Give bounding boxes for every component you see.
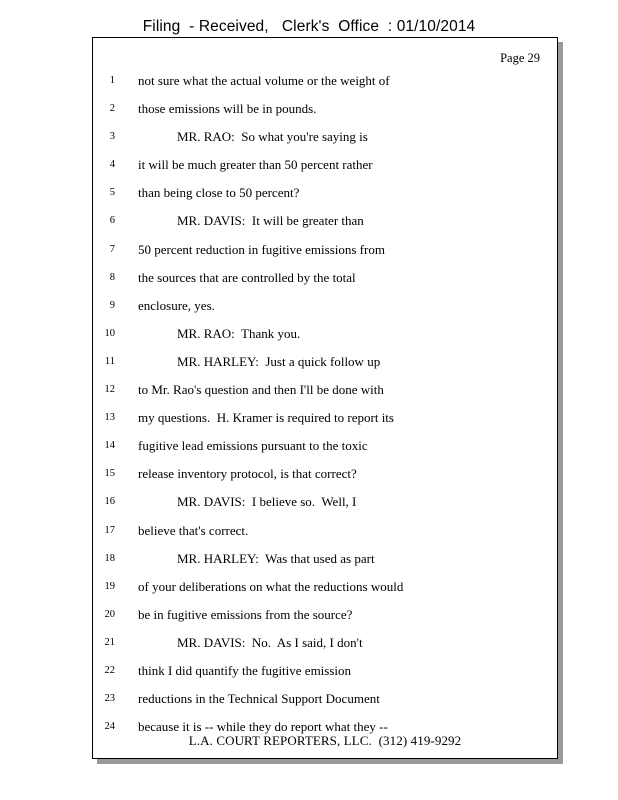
transcript-line bbox=[93, 212, 557, 240]
transcript-line bbox=[93, 184, 557, 212]
line-text: think I did quantify the fugitive emission bbox=[138, 662, 352, 678]
transcript-line bbox=[93, 297, 557, 325]
line-number: 5 bbox=[109, 187, 115, 199]
filing-stamp-header: Filing - Received, Clerk's Office : 01/10/2014 bbox=[142, 18, 476, 35]
line-number: 14 bbox=[104, 440, 115, 452]
line-number: 8 bbox=[109, 271, 115, 283]
transcript-line bbox=[93, 353, 557, 381]
line-text: release inventory protocol, is that correct? bbox=[138, 466, 357, 482]
transcript-line bbox=[93, 606, 557, 634]
line-number: 10 bbox=[104, 327, 115, 339]
transcript-line bbox=[93, 128, 557, 156]
line-number: 18 bbox=[104, 552, 115, 564]
line-number: 11 bbox=[104, 355, 115, 367]
line-number: 19 bbox=[104, 580, 115, 592]
line-text: MR. DAVIS: No. As I said, I don't bbox=[138, 634, 363, 650]
line-text: not sure what the actual volume or the weight of bbox=[138, 73, 390, 88]
transcript-line bbox=[93, 437, 557, 465]
transcript-line bbox=[93, 550, 557, 578]
line-number: 7 bbox=[109, 243, 115, 255]
line-text: MR. RAO: So what you're saying is bbox=[138, 129, 368, 145]
line-text: be in fugitive emissions from the source? bbox=[138, 606, 353, 622]
transcript-line bbox=[93, 578, 557, 606]
transcript-line bbox=[93, 493, 557, 521]
transcript-line bbox=[93, 269, 557, 297]
line-number: 24 bbox=[104, 721, 115, 733]
line-text: than being close to 50 percent? bbox=[138, 185, 300, 201]
page-number: Page 29 bbox=[500, 51, 540, 65]
line-text: enclosure, yes. bbox=[138, 297, 215, 313]
line-text: it will be much greater than 50 percent rather bbox=[138, 157, 373, 173]
line-number: 9 bbox=[109, 299, 115, 311]
line-text: reductions in the Technical Support Document bbox=[138, 691, 380, 707]
line-text: those emissions will be in pounds. bbox=[138, 101, 317, 117]
line-text: fugitive lead emissions pursuant to the toxic bbox=[138, 438, 368, 454]
line-text: MR. HARLEY: Was that used as part bbox=[138, 550, 375, 566]
line-number: 12 bbox=[104, 384, 115, 396]
court-reporter-footer: L.A. COURT REPORTERS, LLC. (312) 419-9292 bbox=[188, 733, 462, 748]
transcript-line bbox=[93, 100, 557, 128]
transcript-line bbox=[93, 690, 557, 718]
line-text: MR. RAO: Thank you. bbox=[138, 325, 301, 341]
transcript-line bbox=[93, 662, 557, 690]
transcript-line bbox=[93, 156, 557, 184]
line-text: my questions. H. Kramer is required to report its bbox=[138, 410, 394, 426]
line-number: 6 bbox=[109, 215, 115, 227]
line-text: MR. DAVIS: It will be greater than bbox=[138, 213, 364, 229]
line-number: 20 bbox=[104, 608, 115, 620]
line-number: 17 bbox=[104, 524, 115, 536]
line-text: the sources that are controlled by the total bbox=[138, 269, 356, 285]
transcript-line bbox=[93, 241, 557, 269]
transcript-lines bbox=[93, 72, 557, 746]
transcript-line bbox=[93, 325, 557, 353]
line-number: 1 bbox=[109, 75, 115, 86]
line-text: MR. HARLEY: Just a quick follow up bbox=[138, 353, 381, 369]
line-text: 50 percent reduction in fugitive emissions from bbox=[138, 241, 385, 257]
line-text: MR. DAVIS: I believe so. Well, I bbox=[138, 494, 357, 510]
line-number: 3 bbox=[109, 131, 115, 143]
line-text: to Mr. Rao's question and then I'll be done with bbox=[138, 382, 384, 398]
line-number: 2 bbox=[109, 103, 115, 115]
line-text: of your deliberations on what the reductions would bbox=[138, 578, 404, 594]
line-number: 15 bbox=[104, 468, 115, 480]
transcript-page bbox=[92, 37, 558, 759]
transcript-line bbox=[93, 381, 557, 409]
transcript-line bbox=[93, 522, 557, 550]
transcript-line bbox=[93, 72, 557, 100]
line-number: 21 bbox=[104, 636, 115, 648]
line-number: 13 bbox=[104, 412, 115, 424]
transcript-line bbox=[93, 409, 557, 437]
line-number: 16 bbox=[104, 496, 115, 508]
transcript-line bbox=[93, 634, 557, 662]
line-number: 23 bbox=[104, 693, 115, 705]
line-text: believe that's correct. bbox=[138, 522, 249, 538]
line-text: because it is -- while they do report what they -- bbox=[138, 719, 388, 735]
line-number: 4 bbox=[109, 159, 115, 171]
transcript-line bbox=[93, 465, 557, 493]
line-number: 22 bbox=[104, 664, 115, 676]
